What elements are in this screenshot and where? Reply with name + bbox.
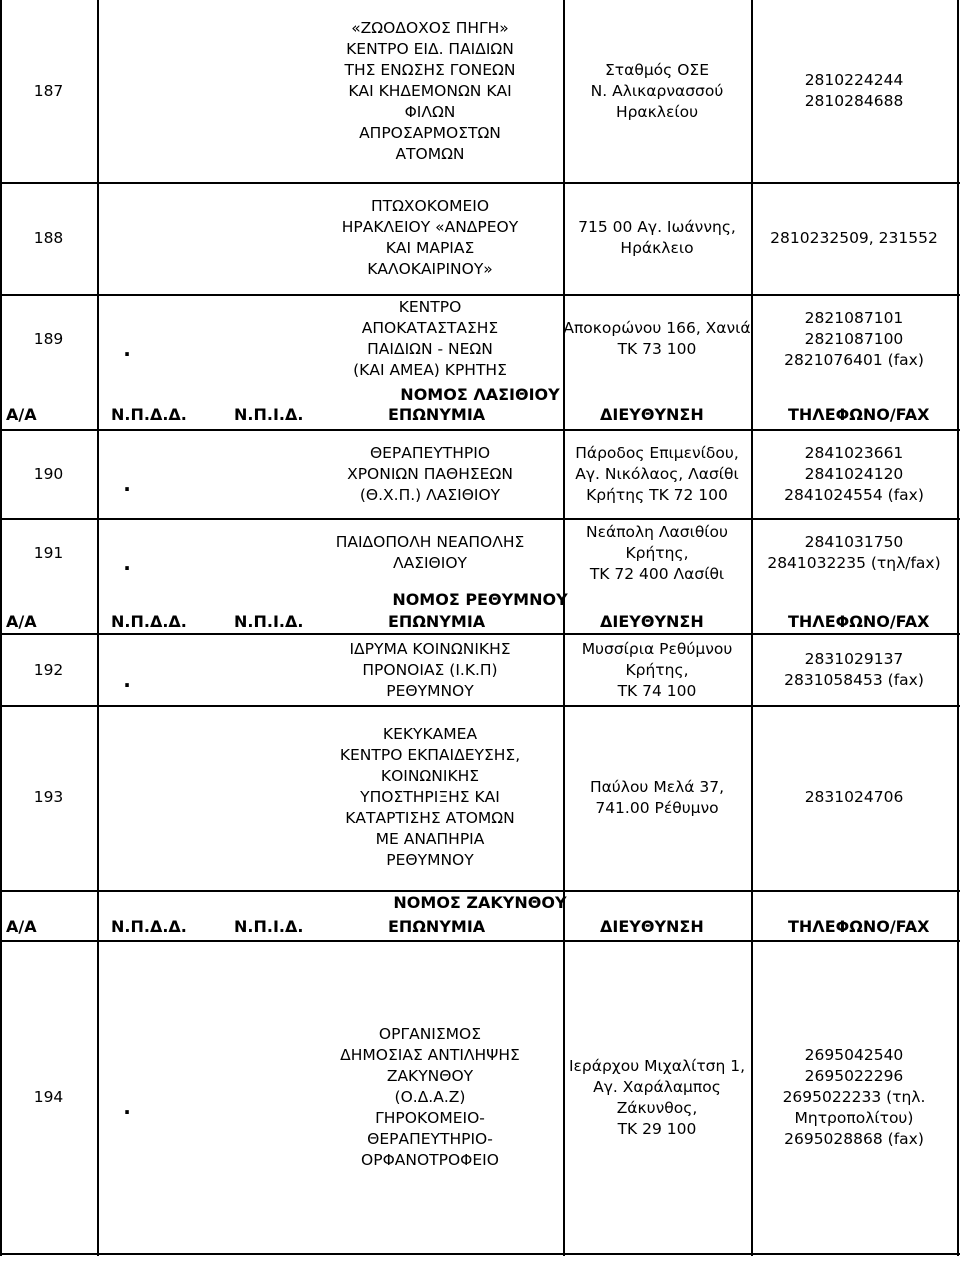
prefecture-title-zakynthos: ΝΟΜΟΣ ΖΑΚΥΝΘΟΥ xyxy=(393,893,567,912)
institution-address: Πάροδος Επιμενίδου, Αγ. Νικόλαος, Λασίθι Κρήτης ΤΚ 72 100 xyxy=(575,444,739,504)
institution-phone: 2810224244 2810284688 xyxy=(804,71,904,110)
header-npid: Ν.Π.Ι.Δ. xyxy=(234,917,304,936)
institution-address: Σταθμός ΟΣΕ Ν. Αλικαρνασσού Ηρακλείου xyxy=(590,60,724,121)
header-aa: Α/Α xyxy=(6,405,37,424)
row-number: 191 xyxy=(33,543,64,562)
row-number: 188 xyxy=(33,228,64,247)
row-dot: . xyxy=(123,550,131,575)
prefecture-title-lasithi: ΝΟΜΟΣ ΛΑΣΙΘΙΟΥ xyxy=(400,385,560,404)
row-dot: . xyxy=(123,336,131,361)
institution-phone: 2831024706 xyxy=(804,788,904,806)
header-name: ΕΠΩΝΥΜΙΑ xyxy=(388,405,486,424)
institution-address: Ιεράρχου Μιχαλίτση 1, Αγ. Χαράλαμπος Ζάκυνθος, ΤΚ 29 100 xyxy=(568,1056,746,1138)
header-npid: Ν.Π.Ι.Δ. xyxy=(234,612,304,631)
institution-name: ΠΤΩΧΟΚΟΜΕΙΟ ΗΡΑΚΛΕΙΟΥ «ΑΝΔΡΕΟΥ ΚΑΙ ΜΑΡΙΑΣ ΚΑΛΟΚΑΙΡΙΝΟΥ» xyxy=(341,197,519,278)
institution-phone: 2821087101 2821087100 2821076401 (fax) xyxy=(784,308,924,369)
institution-name: ΠΑΙΔΟΠΟΛΗ ΝΕΑΠΟΛΗΣ ΛΑΣΙΘΙΟΥ xyxy=(335,533,525,572)
institution-phone: 2810232509, 231552 xyxy=(770,228,938,247)
row-number: 189 xyxy=(33,329,64,348)
header-aa: Α/Α xyxy=(6,612,37,631)
institution-address: Νεάπολη Λασιθίου Κρήτης, ΤΚ 72 400 Λασίθι xyxy=(586,522,728,583)
header-npdd: Ν.Π.Δ.Δ. xyxy=(111,917,187,936)
header-aa: Α/Α xyxy=(6,917,37,936)
header-address: ΔΙΕΥΘΥΝΣΗ xyxy=(600,405,704,424)
header-phone: ΤΗΛΕΦΩΝΟ/FAX xyxy=(788,405,930,424)
prefecture-title-rethymno: ΝΟΜΟΣ ΡΕΘΥΜΝΟΥ xyxy=(392,590,568,609)
institution-address: Μυσσίρια Ρεθύμνου Κρήτης, ΤΚ 74 100 xyxy=(581,639,733,700)
institution-name: ΚΕΝΤΡΟ ΑΠΟΚΑΤΑΣΤΑΣΗΣ ΠΑΙΔΙΩΝ - ΝΕΩΝ (ΚΑΙ ΑΜΕΑ) ΚΡΗΤΗΣ xyxy=(353,298,507,379)
institution-name: «ΖΩΟΔΟΧΟΣ ΠΗΓΗ» ΚΕΝΤΡΟ ΕΙΔ. ΠΑΙΔΙΩΝ ΤΗΣ ΕΝΩΣΗΣ ΓΟΝΕΩΝ ΚΑΙ ΚΗΔΕΜΟΝΩΝ ΚΑΙ ΦΙΛΩΝ ΑΠΡΟΣΑΡΜΟΣΤΩΝ ΑΤΟΜΩΝ xyxy=(344,18,516,163)
institution-phone: 2841031750 2841032235 (τηλ/fax) xyxy=(767,533,941,572)
institution-address: Αποκορώνου 166, Χανιά ΤΚ 73 100 xyxy=(563,319,751,358)
header-phone: ΤΗΛΕΦΩΝΟ/FAX xyxy=(788,612,930,631)
row-number: 194 xyxy=(33,1088,64,1106)
institution-address: Παύλου Μελά 37, 741.00 Ρέθυμνο xyxy=(589,777,725,817)
header-name: ΕΠΩΝΥΜΙΑ xyxy=(388,917,486,936)
header-address: ΔΙΕΥΘΥΝΣΗ xyxy=(600,917,704,936)
header-npdd: Ν.Π.Δ.Δ. xyxy=(111,405,187,424)
row-number: 187 xyxy=(33,81,64,100)
row-dot: . xyxy=(123,472,131,496)
institution-name: ΙΔΡΥΜΑ ΚΟΙΝΩΝΙΚΗΣ ΠΡΟΝΟΙΑΣ (Ι.Κ.Π) ΡΕΘΥΜΝΟΥ xyxy=(349,639,511,700)
institution-name: ΚΕΚΥΚΑΜΕΑ ΚΕΝΤΡΟ ΕΚΠΑΙΔΕΥΣΗΣ, ΚΟΙΝΩΝΙΚΗΣ ΥΠΟΣΤΗΡΙΞΗΣ ΚΑΙ ΚΑΤΑΡΤΙΣΗΣ ΑΤΟΜΩΝ ΜΕ ΑΝΑΠΗΡΙΑ ΡΕΘΥΜΝΟΥ xyxy=(339,725,521,869)
header-npid: Ν.Π.Ι.Δ. xyxy=(234,405,304,424)
row-dot: . xyxy=(123,667,131,692)
institution-phone: 2841023661 2841024120 2841024554 (fax) xyxy=(784,444,924,504)
institution-address: 715 00 Αγ. Ιωάννης, Ηράκλειο xyxy=(578,218,736,257)
row-divider xyxy=(0,890,960,892)
row-number: 190 xyxy=(33,465,64,483)
row-dot: . xyxy=(123,1095,131,1119)
row-number: 193 xyxy=(33,788,64,806)
header-npdd: Ν.Π.Δ.Δ. xyxy=(111,612,187,631)
table-border-right xyxy=(957,0,959,1256)
header-name: ΕΠΩΝΥΜΙΑ xyxy=(388,612,486,631)
header-phone: ΤΗΛΕΦΩΝΟ/FAX xyxy=(788,917,930,936)
institution-phone: 2695042540 2695022296 2695022233 (τηλ. Μητροπολίτου) 2695028868 (fax) xyxy=(782,1046,926,1148)
institution-phone: 2831029137 2831058453 (fax) xyxy=(784,650,924,689)
header-address: ΔΙΕΥΘΥΝΣΗ xyxy=(600,612,704,631)
row-number: 192 xyxy=(33,660,64,679)
institution-name: ΘΕΡΑΠΕΥΤΗΡΙΟ ΧΡΟΝΙΩΝ ΠΑΘΗΣΕΩΝ (Θ.Χ.Π.) ΛΑΣΙΘΙΟΥ xyxy=(347,444,513,504)
institution-name: ΟΡΓΑΝΙΣΜΟΣ ΔΗΜΟΣΙΑΣ ΑΝΤΙΛΗΨΗΣ ΖΑΚΥΝΘΟΥ (Ο.Δ.Α.Ζ) ΓΗΡΟΚΟΜΕΙΟ- ΘΕΡΑΠΕΥΤΗΡΙΟ- ΟΡΦΑΝΟΤΡΟΦΕΙΟ xyxy=(340,1025,520,1169)
